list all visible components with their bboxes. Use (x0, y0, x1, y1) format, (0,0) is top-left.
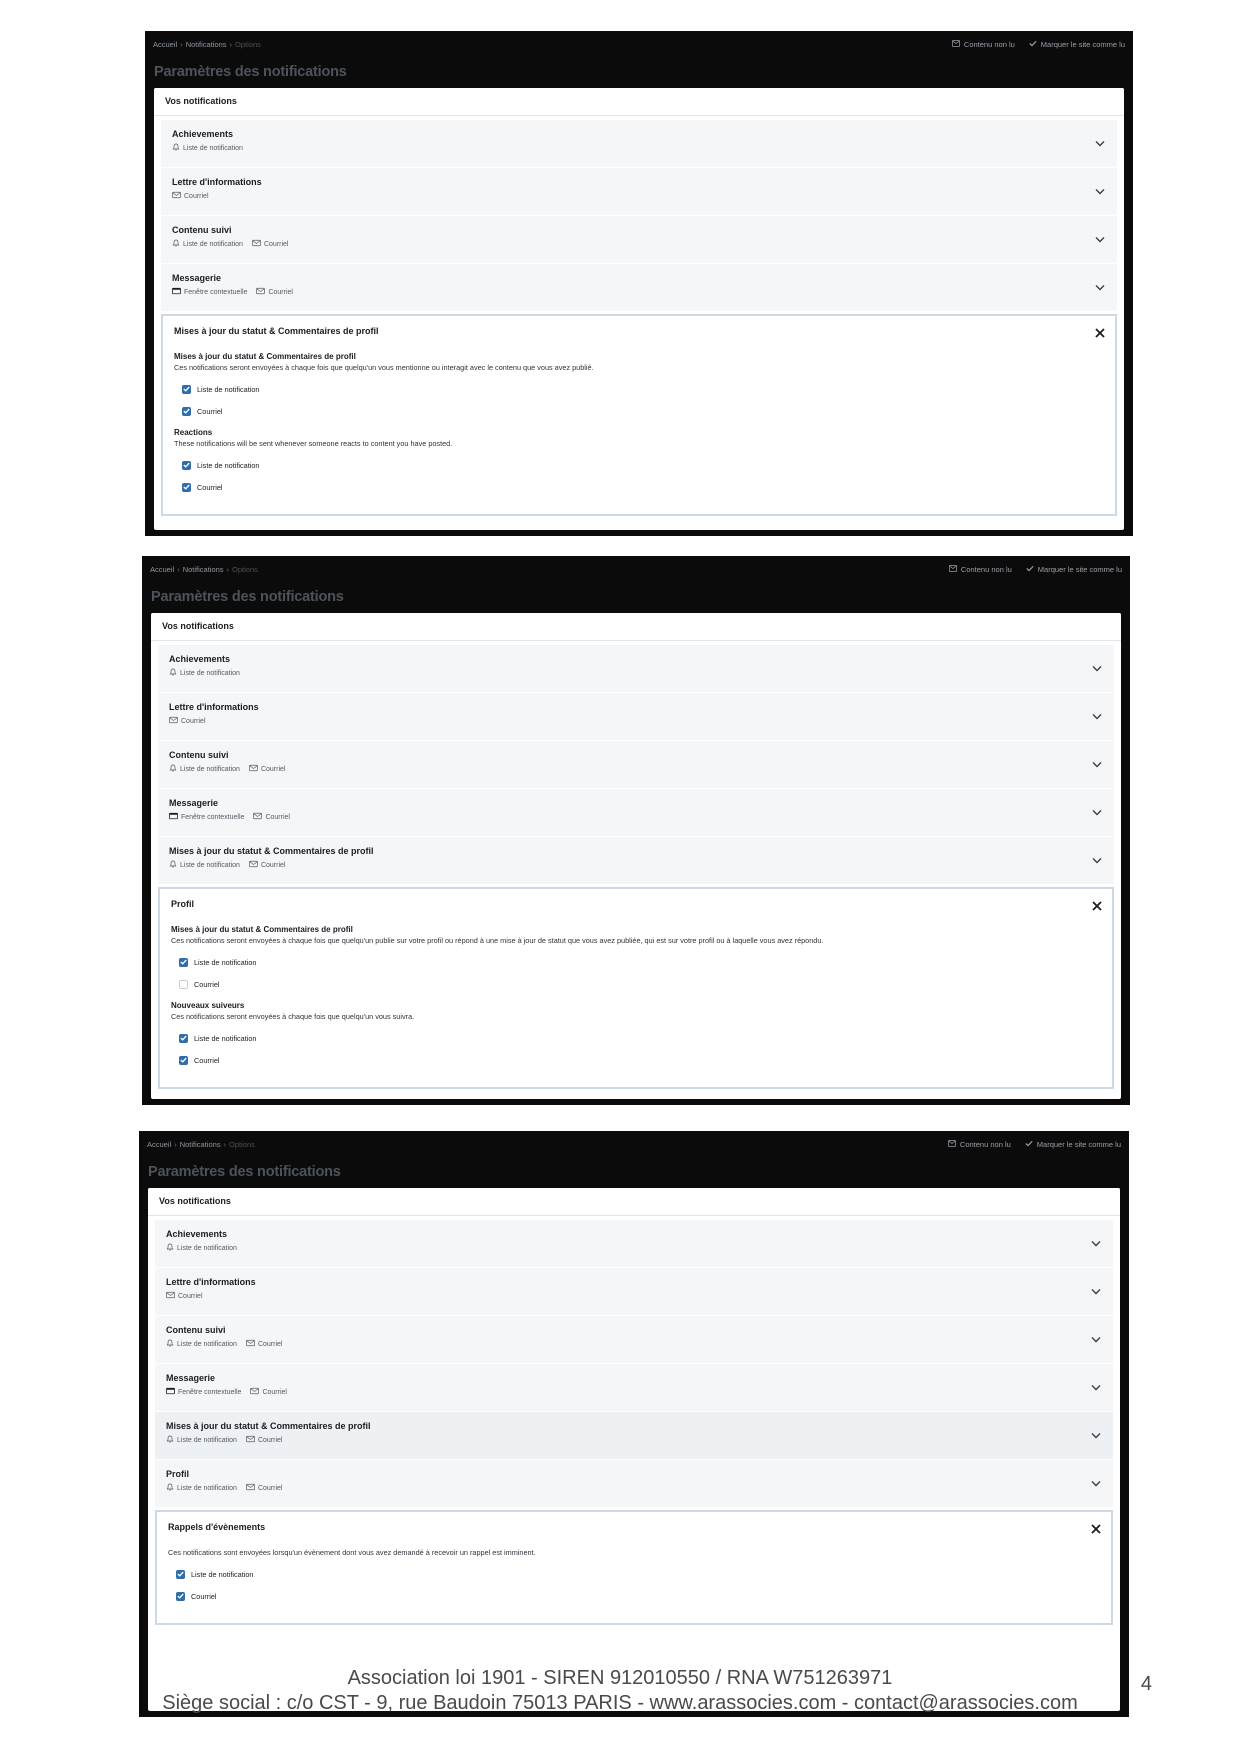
notification-row[interactable] (155, 1316, 1113, 1364)
notification-row[interactable] (155, 1364, 1113, 1412)
breadcrumb-separator: › (180, 39, 183, 49)
notification-row[interactable] (161, 216, 1117, 264)
page-number: 4 (1140, 1673, 1152, 1695)
panel-title: Vos notifications (154, 88, 1124, 116)
notification-row[interactable] (158, 837, 1114, 885)
breadcrumb (153, 40, 261, 49)
row-channels (166, 1243, 1102, 1253)
page-title: Paramètres des notifications (151, 589, 344, 605)
option-label: Liste de notification (197, 460, 260, 470)
breadcrumb-item[interactable]: Notifications (185, 39, 227, 49)
breadcrumb-item[interactable]: Accueil (153, 39, 178, 49)
chevron-down-icon[interactable] (1094, 137, 1106, 149)
row-title: Lettre d'informations (169, 702, 259, 712)
checkbox-checked[interactable] (182, 407, 191, 416)
top-action-label: Contenu non lu (963, 39, 1015, 49)
channel-label: Liste de notification (180, 669, 240, 677)
checkbox-checked[interactable] (182, 385, 191, 394)
option-label: Courriel (197, 482, 223, 492)
channel-tag (172, 191, 209, 201)
envelope-icon (249, 764, 258, 774)
breadcrumb-item[interactable]: Options (232, 564, 258, 574)
channel-option[interactable] (171, 1049, 1101, 1071)
envelope-icon (169, 716, 178, 726)
top-action-label: Contenu non lu (959, 1139, 1011, 1149)
channel-label: Courriel (263, 240, 289, 248)
top-action-label: Contenu non lu (960, 564, 1012, 574)
breadcrumb-separator: › (226, 564, 230, 574)
envelope-icon (166, 1291, 175, 1301)
checkbox-checked[interactable] (179, 1034, 188, 1043)
row-title: Messagerie (169, 798, 219, 808)
breadcrumb-separator: › (177, 564, 180, 574)
panel-title: Vos notifications (151, 613, 1121, 641)
group-description: Ces notifications sont envoyées lorsqu'un évènement dont vous avez demandé à recevoir un rappel est imminent. (168, 1548, 536, 1557)
checkbox-unchecked[interactable] (179, 980, 188, 989)
notification-row[interactable] (158, 789, 1114, 837)
row-title: Contenu suivi (166, 1325, 226, 1335)
channel-tag (172, 239, 243, 249)
row-title: Lettre d'informations (172, 177, 262, 187)
group-description: Ces notifications seront envoyées à chaque fois que quelqu'un vous mentionne ou interagit avec le contenu que vous avez publié. (174, 363, 594, 372)
row-channels (169, 716, 1103, 726)
row-channels (169, 860, 1103, 870)
envelope-icon (253, 812, 262, 822)
row-channels (166, 1339, 1102, 1349)
top-actions (948, 1140, 1121, 1149)
channel-tag (172, 143, 243, 153)
envelope-icon (246, 1339, 255, 1349)
row-title: Messagerie (166, 1373, 216, 1383)
chevron-down-icon[interactable] (1091, 806, 1103, 818)
window-icon (166, 1387, 175, 1397)
bell-icon (166, 1243, 174, 1253)
channel-label: Fenêtre contextuelle (184, 288, 248, 296)
option-label: Courriel (194, 1055, 220, 1065)
row-channels (172, 191, 1106, 201)
option-label: Liste de notification (191, 1569, 254, 1579)
row-channels (166, 1435, 1102, 1445)
notification-row[interactable] (155, 1412, 1113, 1460)
unread-content-link[interactable] (949, 565, 1012, 574)
channel-label: Courriel (257, 1340, 283, 1348)
expanded-section (161, 314, 1117, 516)
channel-tag (166, 1243, 237, 1253)
top-bar (142, 556, 1130, 582)
channel-label: Liste de notification (180, 861, 240, 869)
breadcrumb-item[interactable]: Options (235, 39, 261, 49)
option-label: Courriel (197, 406, 223, 416)
chevron-down-icon[interactable] (1090, 1237, 1102, 1249)
channel-tag (253, 812, 290, 822)
channel-option[interactable] (171, 951, 1101, 973)
breadcrumb-item[interactable]: Accueil (147, 1139, 172, 1149)
chevron-down-icon[interactable] (1090, 1381, 1102, 1393)
envelope-icon (172, 191, 181, 201)
channel-label: Courriel (268, 288, 293, 296)
checkbox-checked[interactable] (182, 483, 191, 492)
close-icon[interactable] (1090, 1522, 1102, 1534)
bell-icon (166, 1339, 174, 1349)
option-label: Courriel (194, 979, 220, 989)
channel-label: Courriel (257, 1484, 283, 1492)
page-title: Paramètres des notifications (148, 1164, 341, 1180)
row-title: Achievements (169, 654, 231, 664)
channel-tag (250, 1387, 287, 1397)
screenshot-2 (142, 556, 1130, 1105)
channel-label: Fenêtre contextuelle (181, 813, 245, 821)
top-actions (952, 40, 1125, 49)
row-channels (166, 1291, 1102, 1301)
channel-label: Liste de notification (177, 1244, 237, 1252)
breadcrumb-item[interactable]: Notifications (179, 1139, 221, 1149)
unread-content-link[interactable] (952, 40, 1015, 49)
channel-tag (166, 1339, 237, 1349)
row-channels (166, 1483, 1102, 1493)
channel-label: Courriel (178, 1292, 203, 1300)
bell-icon (166, 1483, 174, 1493)
channel-tag (169, 716, 206, 726)
notification-row[interactable] (155, 1220, 1113, 1268)
mark-site-read-link[interactable] (1025, 1140, 1121, 1149)
window-icon (172, 287, 181, 297)
option-label: Courriel (191, 1591, 217, 1601)
mark-site-read-link[interactable] (1026, 565, 1122, 574)
channel-option[interactable] (171, 973, 1101, 995)
channel-label: Courriel (260, 765, 286, 773)
channel-option[interactable] (174, 378, 1104, 400)
channel-tag (256, 287, 293, 297)
close-icon[interactable] (1094, 326, 1106, 338)
row-title: Contenu suivi (172, 225, 232, 235)
checkbox-checked[interactable] (182, 461, 191, 470)
row-channels (172, 143, 1106, 153)
channel-label: Liste de notification (180, 765, 240, 773)
chevron-down-icon[interactable] (1090, 1477, 1102, 1489)
channel-label: Liste de notification (177, 1436, 237, 1444)
group-description: These notifications will be sent whenever someone reacts to content you have posted. (174, 439, 453, 448)
bell-icon (169, 764, 177, 774)
breadcrumb-item[interactable]: Accueil (150, 564, 175, 574)
top-bar (145, 31, 1133, 57)
row-channels (169, 812, 1103, 822)
row-channels (169, 764, 1103, 774)
chevron-down-icon[interactable] (1091, 854, 1103, 866)
channel-tag (169, 764, 240, 774)
notifications-panel (154, 88, 1124, 530)
group-title: Nouveaux suiveurs (171, 1001, 245, 1010)
channel-option[interactable] (168, 1563, 1100, 1585)
setting-group (171, 925, 1101, 995)
channel-label: Liste de notification (183, 240, 243, 248)
option-label: Liste de notification (194, 957, 257, 967)
expanded-section (158, 887, 1114, 1089)
setting-group (174, 352, 1104, 422)
footer-line-1: Association loi 1901 - SIREN 912010550 / RNA W751263971 (347, 1667, 893, 1689)
channel-tag (249, 860, 286, 870)
bell-icon (169, 668, 177, 678)
row-title: Mises à jour du statut & Commentaires de profil (169, 846, 374, 856)
breadcrumb (150, 565, 258, 574)
notification-row[interactable] (158, 645, 1114, 693)
envelope-icon (252, 239, 261, 249)
screenshot-1 (145, 31, 1133, 536)
row-title: Achievements (166, 1229, 228, 1239)
channel-tag (249, 764, 286, 774)
top-bar (139, 1131, 1129, 1157)
option-label: Liste de notification (194, 1033, 257, 1043)
channel-label: Courriel (260, 861, 286, 869)
row-title: Lettre d'informations (166, 1277, 256, 1287)
row-title: Achievements (172, 129, 234, 139)
breadcrumb (147, 1140, 255, 1149)
channel-option[interactable] (171, 1027, 1101, 1049)
envelope-icon (249, 860, 258, 870)
group-title: Mises à jour du statut & Commentaires de profil (174, 352, 356, 361)
channel-label: Courriel (184, 192, 209, 200)
checkbox-checked[interactable] (179, 1056, 188, 1065)
chevron-down-icon[interactable] (1091, 758, 1103, 770)
breadcrumb-item[interactable]: Notifications (182, 564, 224, 574)
channel-option[interactable] (174, 454, 1104, 476)
channel-tag (246, 1483, 283, 1493)
channel-tag (169, 812, 244, 822)
group-title: Reactions (174, 428, 213, 437)
notification-row[interactable] (155, 1268, 1113, 1316)
chevron-down-icon[interactable] (1090, 1429, 1102, 1441)
notification-row[interactable] (161, 168, 1117, 216)
close-icon[interactable] (1091, 899, 1103, 911)
envelope-icon (246, 1483, 255, 1493)
notification-row[interactable] (161, 120, 1117, 168)
bell-icon (169, 860, 177, 870)
row-channels (169, 668, 1103, 678)
notification-row[interactable] (155, 1460, 1113, 1508)
footer-line-2: Siège social : c/o CST - 9, rue Baudoin 75013 PARIS - www.arassocies.com - contact@arassocies.com (162, 1692, 1078, 1714)
channel-label: Courriel (181, 717, 206, 725)
channel-label: Liste de notification (183, 144, 243, 152)
channel-label: Courriel (262, 1388, 287, 1396)
row-title: Profil (166, 1469, 190, 1479)
channel-tag (166, 1291, 203, 1301)
notifications-panel (151, 613, 1121, 1099)
expanded-title: Profil (171, 899, 195, 909)
checkbox-checked[interactable] (179, 958, 188, 967)
check-icon (1026, 565, 1034, 574)
chevron-down-icon[interactable] (1094, 281, 1106, 293)
unread-content-link[interactable] (948, 1140, 1011, 1149)
top-action-label: Marquer le site comme lu (1036, 1139, 1121, 1149)
bell-icon (172, 239, 180, 249)
group-description: Ces notifications seront envoyées à chaque fois que quelqu'un vous suivra. (171, 1012, 415, 1021)
setting-group (168, 1548, 1100, 1607)
row-title: Contenu suivi (169, 750, 229, 760)
chevron-down-icon[interactable] (1094, 185, 1106, 197)
row-channels (172, 287, 1106, 297)
envelope-icon (948, 1140, 956, 1149)
channel-tag (166, 1483, 237, 1493)
expanded-title: Rappels d'évènements (168, 1522, 266, 1532)
row-channels (166, 1387, 1102, 1397)
channel-tag (166, 1387, 241, 1397)
option-label: Liste de notification (197, 384, 260, 394)
channel-label: Fenêtre contextuelle (178, 1388, 242, 1396)
envelope-icon (949, 565, 957, 574)
panel-title: Vos notifications (148, 1188, 1120, 1216)
screenshot-3 (139, 1131, 1129, 1717)
channel-option[interactable] (174, 476, 1104, 498)
page-title: Paramètres des notifications (154, 64, 347, 80)
channel-label: Courriel (265, 813, 290, 821)
breadcrumb-item[interactable]: Options (229, 1139, 255, 1149)
top-actions (949, 565, 1122, 574)
channel-tag (172, 287, 247, 297)
envelope-icon (952, 40, 960, 49)
chevron-down-icon[interactable] (1090, 1333, 1102, 1345)
channel-tag (169, 668, 240, 678)
top-action-label: Marquer le site comme lu (1040, 39, 1125, 49)
envelope-icon (246, 1435, 255, 1445)
row-title: Messagerie (172, 273, 222, 283)
notification-row[interactable] (158, 693, 1114, 741)
chevron-down-icon[interactable] (1094, 233, 1106, 245)
channel-tag (166, 1435, 237, 1445)
checkbox-checked[interactable] (176, 1570, 185, 1579)
bell-icon (166, 1435, 174, 1445)
envelope-icon (256, 287, 265, 297)
window-icon (169, 812, 178, 822)
channel-tag (252, 239, 289, 249)
channel-tag (246, 1435, 283, 1445)
notification-list (148, 1216, 1120, 1625)
setting-group (171, 1001, 1101, 1071)
channel-tag (246, 1339, 283, 1349)
channel-tag (169, 860, 240, 870)
bell-icon (172, 143, 180, 153)
notification-list (151, 641, 1121, 1089)
channel-option[interactable] (168, 1585, 1100, 1607)
setting-group (174, 428, 1104, 498)
row-title: Mises à jour du statut & Commentaires de profil (166, 1421, 371, 1431)
checkbox-checked[interactable] (176, 1592, 185, 1601)
chevron-down-icon[interactable] (1091, 662, 1103, 674)
check-icon (1025, 1140, 1033, 1149)
channel-label: Courriel (257, 1436, 283, 1444)
group-description: Ces notifications seront envoyées à chaque fois que quelqu'un publie sur votre profil ou répond à une mise à jour de statut que vous avez publiée, qui est sur votre profil ou à laquelle vous avez répondu. (171, 936, 824, 945)
envelope-icon (250, 1387, 259, 1397)
expanded-title: Mises à jour du statut & Commentaires de profil (174, 326, 379, 336)
notification-list (154, 116, 1124, 516)
mark-site-read-link[interactable] (1029, 40, 1125, 49)
breadcrumb-separator: › (174, 1139, 177, 1149)
channel-label: Liste de notification (177, 1340, 237, 1348)
chevron-down-icon[interactable] (1091, 710, 1103, 722)
breadcrumb-separator: › (223, 1139, 227, 1149)
notification-row[interactable] (161, 264, 1117, 312)
breadcrumb-separator: › (229, 39, 233, 49)
notifications-panel (148, 1188, 1120, 1711)
row-channels (172, 239, 1106, 249)
group-title: Mises à jour du statut & Commentaires de profil (171, 925, 353, 934)
channel-label: Liste de notification (177, 1484, 237, 1492)
expanded-section (155, 1510, 1113, 1625)
check-icon (1029, 40, 1037, 49)
notification-row[interactable] (158, 741, 1114, 789)
channel-option[interactable] (174, 400, 1104, 422)
top-action-label: Marquer le site comme lu (1037, 564, 1122, 574)
chevron-down-icon[interactable] (1090, 1285, 1102, 1297)
